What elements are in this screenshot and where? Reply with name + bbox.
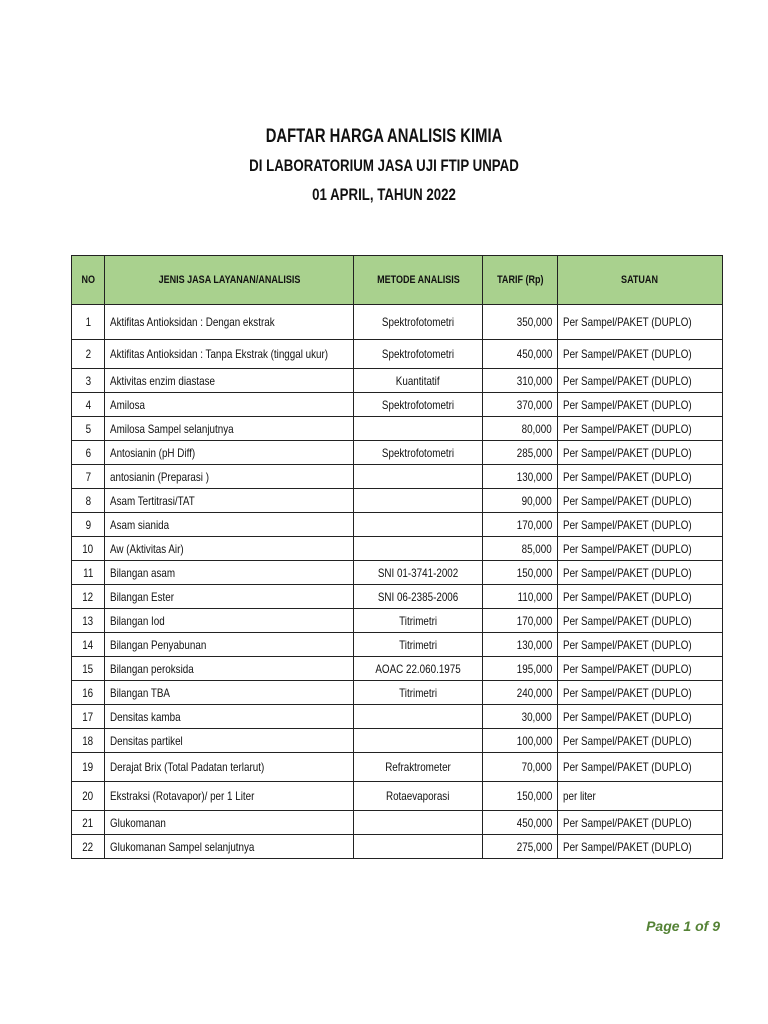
row-method: Spektrofotometri [354,305,483,340]
row-no: 6 [72,441,105,465]
table-row [72,835,723,859]
row-unit: per liter [558,782,723,811]
row-method [354,489,483,513]
row-unit: Per Sampel/PAKET (DUPLO) [558,305,723,340]
row-service: Asam Tertitrasi/TAT [105,489,354,513]
row-tariff: 370,000 [483,393,558,417]
table-row [72,465,723,489]
table-row [72,513,723,537]
row-no: 9 [72,513,105,537]
row-method [354,811,483,835]
row-method: Kuantitatif [354,369,483,393]
row-no: 10 [72,537,105,561]
table-header-row [72,256,723,305]
row-no: 14 [72,633,105,657]
row-tariff: 450,000 [483,340,558,369]
table-row [72,537,723,561]
row-method [354,729,483,753]
row-tariff: 450,000 [483,811,558,835]
table-row [72,585,723,609]
row-no: 4 [72,393,105,417]
row-tariff: 350,000 [483,305,558,340]
row-service: Bilangan peroksida [105,657,354,681]
row-method: Refraktrometer [354,753,483,782]
row-unit: Per Sampel/PAKET (DUPLO) [558,465,723,489]
table-row [72,633,723,657]
row-unit: Per Sampel/PAKET (DUPLO) [558,657,723,681]
row-service: Bilangan Iod [105,609,354,633]
row-service: Amilosa Sampel selanjutnya [105,417,354,441]
row-service: Bilangan TBA [105,681,354,705]
row-unit: Per Sampel/PAKET (DUPLO) [558,753,723,782]
table-row [72,681,723,705]
table-row [72,441,723,465]
row-tariff: 285,000 [483,441,558,465]
table-row [72,561,723,585]
title-line-2: DI LABORATORIUM JASA UJI FTIP UNPAD [249,156,519,175]
row-service: Glukomanan Sampel selanjutnya [105,835,354,859]
row-method: Spektrofotometri [354,393,483,417]
row-unit: Per Sampel/PAKET (DUPLO) [558,835,723,859]
row-method [354,417,483,441]
row-no: 11 [72,561,105,585]
row-no: 7 [72,465,105,489]
row-no: 1 [72,305,105,340]
row-tariff: 150,000 [483,782,558,811]
row-unit: Per Sampel/PAKET (DUPLO) [558,340,723,369]
row-no: 22 [72,835,105,859]
row-service: Densitas kamba [105,705,354,729]
row-no: 19 [72,753,105,782]
table-row [72,369,723,393]
row-no: 5 [72,417,105,441]
row-unit: Per Sampel/PAKET (DUPLO) [558,489,723,513]
row-no: 16 [72,681,105,705]
table-row [72,340,723,369]
row-tariff: 150,000 [483,561,558,585]
row-service: Derajat Brix (Total Padatan terlarut) [105,753,354,782]
page-number: Page 1 of 9 [646,918,720,934]
row-tariff: 310,000 [483,369,558,393]
header-tariff: TARIF (Rp) [483,256,558,305]
table-row [72,705,723,729]
row-service: Bilangan asam [105,561,354,585]
row-method [354,835,483,859]
row-method: Rotaevaporasi [354,782,483,811]
header-no: NO [72,256,105,305]
row-service: Aktifitas Antioksidan : Dengan ekstrak [105,305,354,340]
row-tariff: 70,000 [483,753,558,782]
row-method: Titrimetri [354,609,483,633]
row-no: 2 [72,340,105,369]
row-unit: Per Sampel/PAKET (DUPLO) [558,811,723,835]
row-unit: Per Sampel/PAKET (DUPLO) [558,585,723,609]
row-unit: Per Sampel/PAKET (DUPLO) [558,729,723,753]
row-service: Bilangan Penyabunan [105,633,354,657]
table-row [72,305,723,340]
header-method: METODE ANALISIS [354,256,483,305]
row-unit: Per Sampel/PAKET (DUPLO) [558,609,723,633]
row-method: Titrimetri [354,681,483,705]
row-tariff: 170,000 [483,609,558,633]
row-unit: Per Sampel/PAKET (DUPLO) [558,537,723,561]
row-tariff: 85,000 [483,537,558,561]
title-line-3: 01 APRIL, TAHUN 2022 [312,185,456,204]
row-method: Spektrofotometri [354,441,483,465]
row-service: Bilangan Ester [105,585,354,609]
row-no: 21 [72,811,105,835]
table-row [72,811,723,835]
row-no: 8 [72,489,105,513]
row-service: Ekstraksi (Rotavapor)/ per 1 Liter [105,782,354,811]
row-unit: Per Sampel/PAKET (DUPLO) [558,417,723,441]
row-unit: Per Sampel/PAKET (DUPLO) [558,633,723,657]
row-method [354,513,483,537]
row-service: Glukomanan [105,811,354,835]
row-tariff: 80,000 [483,417,558,441]
row-unit: Per Sampel/PAKET (DUPLO) [558,513,723,537]
row-tariff: 110,000 [483,585,558,609]
row-tariff: 275,000 [483,835,558,859]
table-row [72,417,723,441]
row-method: AOAC 22.060.1975 [354,657,483,681]
row-service: Asam sianida [105,513,354,537]
row-tariff: 240,000 [483,681,558,705]
title-line-1: DAFTAR HARGA ANALISIS KIMIA [265,126,503,147]
row-no: 15 [72,657,105,681]
row-no: 18 [72,729,105,753]
row-service: Aktifitas Antioksidan : Tanpa Ekstrak (tinggal ukur) [105,340,354,369]
table-row [72,489,723,513]
row-service: Antosianin (pH Diff) [105,441,354,465]
row-no: 20 [72,782,105,811]
row-service: Aw (Aktivitas Air) [105,537,354,561]
row-method: SNI 01-3741-2002 [354,561,483,585]
row-method: Spektrofotometri [354,340,483,369]
row-unit: Per Sampel/PAKET (DUPLO) [558,441,723,465]
row-no: 13 [72,609,105,633]
row-tariff: 130,000 [483,465,558,489]
table-row [72,609,723,633]
row-tariff: 30,000 [483,705,558,729]
row-no: 17 [72,705,105,729]
row-service: Amilosa [105,393,354,417]
row-tariff: 170,000 [483,513,558,537]
header-unit: SATUAN [558,256,723,305]
row-unit: Per Sampel/PAKET (DUPLO) [558,369,723,393]
row-method [354,465,483,489]
row-service: Aktivitas enzim diastase [105,369,354,393]
table-row [72,729,723,753]
row-unit: Per Sampel/PAKET (DUPLO) [558,393,723,417]
row-unit: Per Sampel/PAKET (DUPLO) [558,561,723,585]
row-method [354,705,483,729]
price-table [71,255,723,859]
table-row [72,657,723,681]
table-body [72,305,723,859]
row-method [354,537,483,561]
table-row [72,393,723,417]
row-method: SNI 06-2385-2006 [354,585,483,609]
row-unit: Per Sampel/PAKET (DUPLO) [558,705,723,729]
row-tariff: 100,000 [483,729,558,753]
row-no: 12 [72,585,105,609]
header-service: JENIS JASA LAYANAN/ANALISIS [105,256,354,305]
row-service: Densitas partikel [105,729,354,753]
table-row [72,753,723,782]
row-service: antosianin (Preparasi ) [105,465,354,489]
row-unit: Per Sampel/PAKET (DUPLO) [558,681,723,705]
row-tariff: 90,000 [483,489,558,513]
row-tariff: 195,000 [483,657,558,681]
document-title [0,122,768,209]
table-row [72,782,723,811]
row-no: 3 [72,369,105,393]
row-tariff: 130,000 [483,633,558,657]
row-method: Titrimetri [354,633,483,657]
